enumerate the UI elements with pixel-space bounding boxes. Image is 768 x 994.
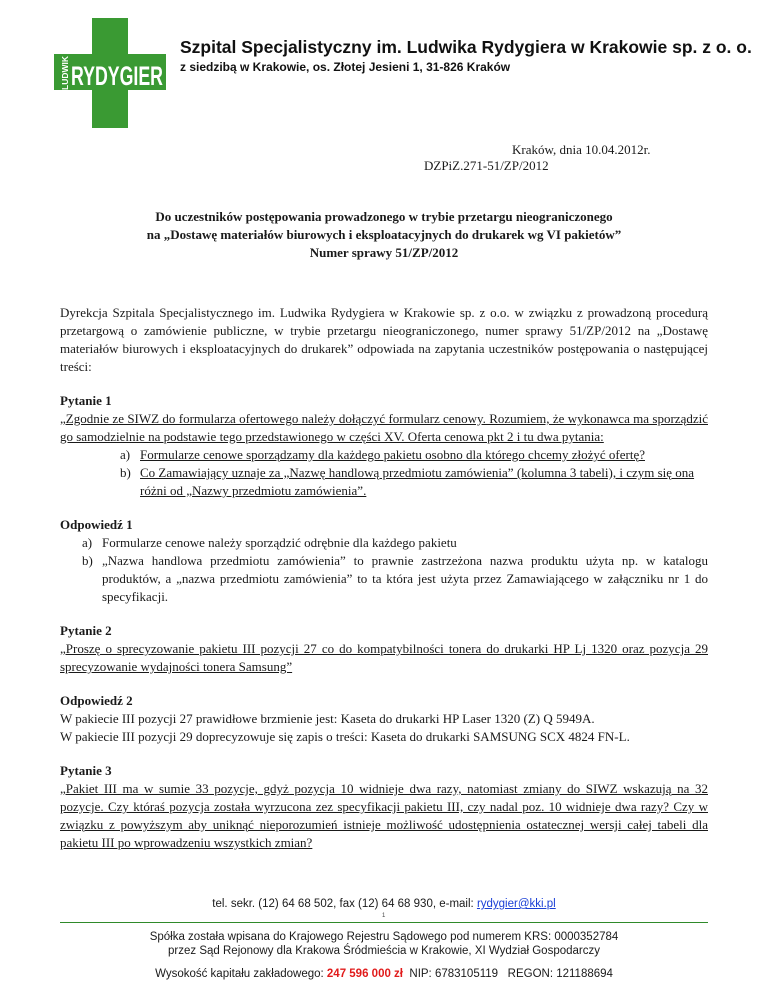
hospital-logo <box>54 18 166 128</box>
footer-contact-text: tel. sekr. (12) 64 68 502, fax (12) 64 68 930, e-mail: <box>212 898 477 910</box>
intro-paragraph: Dyrekcja Szpitala Specjalistycznego im. Ludwika Rydygiera w Krakowie sp. z o.o. w związku z prowadzoną procedurą przetargową o zamówienie publiczne, w trybie przetargu nieograniczonego, numer sprawy 51/ZP/2012 na „Dostawę materiałów biurowych i eksploatacyjnych do drukarek” odpowiada na zapytania uczestników postępowania o następującej treści: <box>60 305 708 374</box>
list-item <box>60 446 708 464</box>
hospital-address: z siedzibą w Krakowie, os. Złotej Jesieni 1, 31-826 Kraków <box>180 60 511 74</box>
answer-2-line-2: W pakiecie III pozycji 29 doprecyzowuje się zapis o treści: Kaseta do drukarki SAMSUNG SCX 4824 FN-L. <box>60 729 630 744</box>
page-number: 1 <box>382 913 386 919</box>
heading-line-1: Do uczestników postępowania prowadzonego w trybie przetargu nieograniczonego <box>155 209 613 224</box>
heading-line-2: na „Dostawę materiałów biurowych i eksploatacyjnych do drukarek wg VI pakietów” <box>146 227 622 242</box>
capital-value: 247 596 000 zł <box>326 968 403 980</box>
answer-2-line-1: W pakiecie III pozycji 27 prawidłowe brzmienie jest: Kaseta do drukarki HP Laser 1320 (Z) Q 5949A. <box>60 711 595 726</box>
list-item-text: Formularze cenowe należy sporządzić odrębnie dla każdego pakietu <box>102 535 457 550</box>
capital-label: Wysokość kapitału zakładowego: <box>155 968 327 980</box>
question-1 <box>60 392 708 500</box>
document-date: Kraków, dnia 10.04.2012r. <box>512 142 651 157</box>
answer-2-label: Odpowiedź 2 <box>60 693 133 708</box>
question-3-text: „Pakiet III ma w sumie 33 pozycje, gdyż pozycja 10 widnieje dwa razy, natomiast zmiany do SIWZ wskazują na 32 pozycje. Czy któraś pozycja została wyrzucona zez specyfikacji pakietu III, czy nadal poz. 10 widnieje dwa razy? Czy w związku z powyższym aby uniknąć nieporozumień istnieje możliwość udostępnienia ostatecznej wersji całej tabeli dla pakietu III po wprowadzeniu wszystkich zmian? <box>60 781 708 850</box>
answer-1-list <box>60 534 708 606</box>
document-heading <box>60 208 708 262</box>
question-1-label: Pytanie 1 <box>60 393 112 408</box>
footer-capital <box>0 968 768 980</box>
logo-text: RYDYGIER <box>71 61 163 91</box>
question-2-label: Pytanie 2 <box>60 623 112 638</box>
list-item <box>60 552 708 606</box>
question-1-list <box>60 446 708 500</box>
list-item-text: „Nazwa handlowa przedmiotu zamówienia” to prawnie zastrzeżona nazwa produktu użyta np. w katalogu produktów, a „nazwa przedmiotu zamówienia” to ta która jest użyta przez Zamawiającego w załączniku nr 1 do specyfikacji. <box>102 553 708 604</box>
footer-contact <box>0 898 768 910</box>
regon-number: REGON: 121188694 <box>507 968 613 980</box>
question-2-text: „Proszę o sprecyzowanie pakietu III pozycji 27 co do kompatybilności tonera do drukarki HP Lj 1320 oraz pozycja 29 sprecyzowanie wydajności tonera Samsung” <box>60 641 708 674</box>
hospital-name: Szpital Specjalistyczny im. Ludwika Rydygiera w Krakowie sp. z o. o. <box>180 37 752 57</box>
nip-number: NIP: 6783105119 <box>409 968 499 980</box>
answer-1 <box>60 516 708 606</box>
list-item <box>60 534 708 552</box>
footer-registration <box>0 930 768 958</box>
question-2 <box>60 622 708 676</box>
document-body <box>60 304 708 852</box>
list-item <box>60 464 708 500</box>
document-reference: DZPiZ.271-51/ZP/2012 <box>424 158 549 173</box>
list-marker: a) <box>120 447 131 462</box>
logo-side-text: LUDWIK <box>60 56 70 90</box>
answer-2 <box>60 692 708 746</box>
question-3 <box>60 762 708 852</box>
question-1-text: „Zgodnie ze SIWZ do formularza ofertowego należy dołączyć formularz cenowy. Rozumiem, że wykonawca ma sporządzić go samodzielnie na podstawie tego przedstawionego w części XV. Oferta cenowa pkt 2 i tu dwa pytania: <box>60 411 708 444</box>
footer-divider <box>60 922 708 923</box>
answer-1-label: Odpowiedź 1 <box>60 517 133 532</box>
question-3-label: Pytanie 3 <box>60 763 112 778</box>
list-marker: a) <box>82 535 93 550</box>
footer-reg-line-2: przez Sąd Rejonowy dla Krakowa Śródmieścia w Krakowie, XI Wydział Gospodarczy <box>168 945 600 957</box>
list-marker: b) <box>82 553 93 568</box>
heading-line-3: Numer sprawy 51/ZP/2012 <box>309 245 459 260</box>
list-item-text: Formularze cenowe sporządzamy dla każdego pakietu osobno dla którego chcemy złożyć ofertę? <box>140 447 645 462</box>
footer-reg-line-1: Spółka została wpisana do Krajowego Rejestru Sądowego pod numerem KRS: 0000352784 <box>149 931 619 943</box>
list-item-text: Co Zamawiający uznaje za „Nazwę handlową przedmiotu zamówienia” (kolumna 3 tabeli), i czym się ona różni od „Nazwy przedmiotu zamówienia”. <box>140 465 695 498</box>
footer-email-link[interactable]: rydygier@kki.pl <box>476 898 556 910</box>
list-marker: b) <box>120 465 131 480</box>
